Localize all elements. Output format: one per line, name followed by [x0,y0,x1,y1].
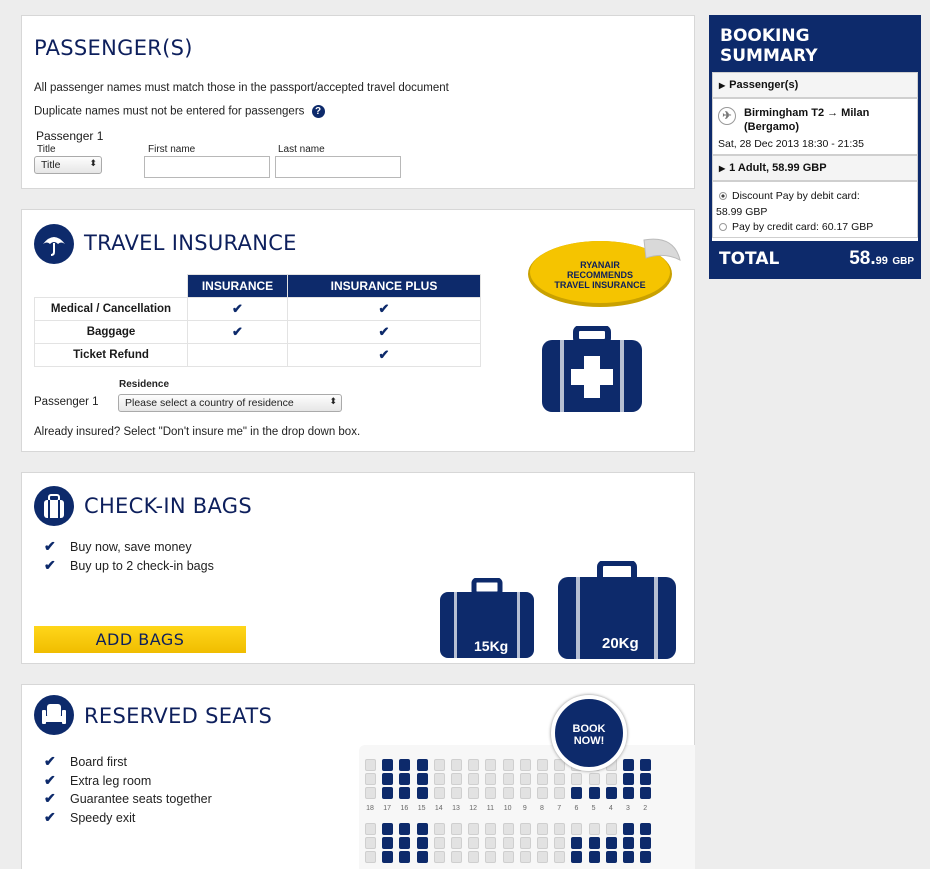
seat[interactable] [623,837,634,849]
passengers-toggle[interactable] [712,72,918,98]
seat[interactable] [485,759,496,771]
debit-label: Discount Pay by debit card: [732,190,860,202]
triangle-right-icon: ▶ [719,164,726,173]
list-item [44,809,212,828]
title-select[interactable] [34,156,102,174]
booking-summary-title: BOOKING SUMMARY [720,26,818,66]
seat[interactable] [434,773,445,785]
seat[interactable] [589,837,600,849]
seat[interactable] [503,823,514,835]
first-name-field[interactable] [144,156,270,178]
row-number: 11 [486,805,495,812]
seat[interactable] [485,837,496,849]
insurance-row-label: Ticket Refund [35,344,188,367]
bullet-text: Buy now, save money [70,540,192,554]
row-number: 2 [643,805,648,812]
flight-date: Sat, 28 Dec 2013 18:30 - 21:35 [718,138,864,150]
flight-route-2: (Bergamo) [744,121,800,133]
seat[interactable] [589,851,600,863]
seat[interactable] [434,823,445,835]
seat[interactable] [520,851,531,863]
seat[interactable] [554,823,565,835]
row-number: 18 [366,805,374,812]
radio-debit[interactable] [719,192,727,200]
insurance-title: TRAVEL INSURANCE [84,231,297,255]
seat[interactable] [571,787,582,799]
seat[interactable] [520,823,531,835]
seat[interactable] [434,787,445,799]
seat[interactable] [485,787,496,799]
seat[interactable] [606,823,617,835]
seat[interactable] [554,851,565,863]
seat[interactable] [417,851,428,863]
bullet-text: Board first [70,755,127,769]
seat[interactable] [417,837,428,849]
table-row [35,298,481,321]
row-numbers [359,805,659,817]
seat[interactable] [537,837,548,849]
seat[interactable] [451,773,462,785]
booking-summary-box [709,15,921,279]
list-item [44,538,214,557]
seat[interactable] [589,787,600,799]
insurance-row-label: Medical / Cancellation [35,298,188,321]
seat[interactable] [399,823,410,835]
row-number: 14 [434,805,443,812]
check-icon: ✔ [288,298,481,321]
seat[interactable] [382,851,393,863]
seat[interactable] [399,851,410,863]
seat[interactable] [451,851,462,863]
seat[interactable] [503,837,514,849]
payment-option-debit[interactable] [719,190,860,202]
seat[interactable] [640,773,651,785]
first-name-label: First name [148,144,196,155]
row-number: 5 [591,805,596,812]
select-arrow-icon: ⬍ [329,396,337,406]
book-now-line-1: BOOK [572,723,606,735]
seat[interactable] [382,759,393,771]
seat[interactable] [537,823,548,835]
seat[interactable] [382,823,393,835]
check-icon: ✔ [288,344,481,367]
list-item [44,557,214,576]
row-number: 16 [400,805,409,812]
seat[interactable] [485,851,496,863]
total-currency: GBP [892,256,914,267]
seat[interactable] [589,823,600,835]
suitcase-icon [34,486,74,526]
seat[interactable] [365,787,376,799]
row-number: 9 [522,805,527,812]
flight-route: Birmingham T2 → Milan [744,107,870,119]
seat[interactable] [640,823,651,835]
seat[interactable] [606,837,617,849]
seat[interactable] [537,773,548,785]
seat[interactable] [451,823,462,835]
check-icon: ✔ [44,790,56,806]
seat[interactable] [468,787,479,799]
list-item [44,753,212,772]
table-row [35,321,481,344]
passenger-num: 1 [96,129,104,143]
seat[interactable] [503,759,514,771]
seat[interactable] [434,851,445,863]
check-icon: ✔ [288,321,481,344]
insurance-table-corner [35,275,188,298]
seat[interactable] [503,773,514,785]
seat[interactable] [434,759,445,771]
bag-15kg [438,578,536,660]
seat[interactable] [623,787,634,799]
bullet-text: Buy up to 2 check-in bags [70,558,214,573]
seat[interactable] [571,773,582,785]
seat[interactable] [623,773,634,785]
seat[interactable] [520,787,531,799]
adult-toggle[interactable] [712,155,918,181]
sticker-line-3: TRAVEL INSURANCE [554,280,646,290]
seat[interactable] [623,851,634,863]
bullet-text: Speedy exit [70,810,136,825]
seat[interactable] [623,823,634,835]
seat[interactable] [554,787,565,799]
sticker-line-1: RYANAIR [580,260,620,270]
seat[interactable] [571,823,582,835]
check-icon: ✔ [44,538,56,554]
passenger-number-label [36,129,103,143]
bag-20kg [556,561,678,661]
seat[interactable] [537,851,548,863]
seat[interactable] [468,851,479,863]
passengers-title: PASSENGER(S) [34,36,193,60]
table-row [35,344,481,367]
seat[interactable] [365,759,376,771]
check-icon: ✔ [44,808,56,825]
residence-passenger-label: Passenger 1 [34,396,99,408]
seat[interactable] [468,823,479,835]
adult-price: 1 Adult, 58.99 GBP [729,162,827,174]
total-bar [712,238,918,276]
plane-icon: ✈ [718,107,736,125]
insurance-plus-col-header: INSURANCE PLUS [288,275,481,298]
question-circle-icon[interactable]: ? [312,105,325,118]
row-number: 12 [469,805,478,812]
last-name-field[interactable] [275,156,401,178]
insurance-row-label: Baggage [35,321,188,344]
seat[interactable] [399,837,410,849]
seat[interactable] [434,837,445,849]
triangle-right-icon: ▶ [719,81,726,90]
seats-title: RESERVED SEATS [84,704,273,728]
insurance-col-header: INSURANCE [188,275,288,298]
seat[interactable] [520,837,531,849]
seat[interactable] [382,773,393,785]
flight-details [712,98,918,155]
seats-panel [21,684,695,869]
list-item [44,772,212,791]
bullet-text: Guarantee seats together [70,792,212,806]
bags-title: CHECK-IN BAGS [84,494,253,518]
seat[interactable] [365,773,376,785]
seat-icon [34,695,74,735]
row-number: 15 [417,805,426,812]
seat[interactable] [365,823,376,835]
seat[interactable] [399,787,410,799]
seat[interactable] [468,773,479,785]
payment-options [712,181,918,238]
seat-map[interactable] [359,745,695,869]
seat[interactable] [485,823,496,835]
check-icon: ✔ [188,298,288,321]
seat[interactable] [417,787,428,799]
bullet-text: Extra leg room [70,773,152,788]
passengers-note-1: All passenger names must match those in the passport/accepted travel document [34,82,449,94]
bags-panel [21,472,695,664]
list-item [44,790,212,809]
seat[interactable] [520,773,531,785]
seat[interactable] [365,851,376,863]
sticker-line-2: RECOMMENDS [566,270,633,280]
last-name-label: Last name [278,144,325,155]
row-number: 17 [383,805,392,812]
seat[interactable] [606,773,617,785]
seat[interactable] [503,787,514,799]
sticker-text [538,260,662,290]
row-number: 4 [608,805,613,812]
book-now-line-2: NOW! [573,735,605,747]
first-aid-case-icon [540,326,644,416]
seat[interactable] [451,787,462,799]
seat[interactable] [399,759,410,771]
total-amount [849,248,914,270]
umbrella-icon [34,224,74,264]
residence-label: Residence [119,379,170,390]
bag-20kg-label: 20Kg [602,635,639,652]
seat[interactable] [623,759,634,771]
check-icon: ✔ [44,771,56,788]
insurance-table-header [35,275,481,298]
radio-credit[interactable] [719,223,727,231]
seat[interactable] [554,837,565,849]
debit-price: 58.99 GBP [716,206,768,218]
seat[interactable] [451,759,462,771]
book-now-badge[interactable] [551,695,627,771]
seat[interactable] [399,773,410,785]
payment-option-credit[interactable] [719,221,873,233]
recommends-sticker [524,230,684,310]
total-main: 58. [849,248,876,269]
residence-select[interactable] [118,394,342,412]
passengers-note-2-text: Duplicate names must not be entered for passengers [34,105,305,118]
seat[interactable] [485,773,496,785]
title-label: Title [37,144,56,155]
seat[interactable] [640,837,651,849]
residence-select-value: Please select a country of residence [125,397,294,409]
select-arrow-icon: ⬍ [89,158,97,168]
add-bags-button[interactable]: ADD BAGS [34,626,246,653]
seat[interactable] [537,787,548,799]
insurance-panel [21,209,695,452]
seat[interactable] [640,787,651,799]
seat[interactable] [365,837,376,849]
seat[interactable] [503,851,514,863]
bags-bullets [44,538,214,575]
row-number: 8 [540,805,544,812]
check-icon: ✔ [44,753,56,769]
seat[interactable] [640,851,651,863]
seat[interactable] [417,773,428,785]
check-icon: ✔ [188,321,288,344]
seat[interactable] [417,759,428,771]
seat[interactable] [589,773,600,785]
title-select-value: Title [41,159,61,171]
seat[interactable] [520,759,531,771]
seats-bullets [44,753,212,827]
row-number: 7 [557,805,562,812]
row-number: 3 [626,805,630,812]
seat[interactable] [606,787,617,799]
row-number: 10 [503,805,512,812]
seat[interactable] [382,837,393,849]
passengers-panel [21,15,695,189]
seat[interactable] [468,837,479,849]
seat[interactable] [451,837,462,849]
seat[interactable] [640,759,651,771]
passengers-toggle-label: Passenger(s) [729,79,799,91]
row-number: 6 [574,805,579,812]
passenger-label: Passenger [36,129,94,143]
check-icon: ✔ [44,556,56,573]
seat[interactable] [468,759,479,771]
already-insured-note: Already insured? Select "Don't insure me" in the drop down box. [34,426,361,438]
row-number: 13 [452,805,460,812]
insurance-table [34,274,481,367]
total-cents: 99 [875,255,888,267]
seat[interactable] [537,759,548,771]
credit-label: Pay by credit card: 60.17 GBP [732,221,874,233]
seat[interactable] [571,851,582,863]
seat[interactable] [554,773,565,785]
passengers-note-2 [34,105,325,118]
seat[interactable] [382,787,393,799]
seat[interactable] [606,851,617,863]
bag-15kg-label: 15Kg [474,638,509,654]
check-icon [188,344,288,367]
seat[interactable] [571,837,582,849]
seat[interactable] [417,823,428,835]
total-label: TOTAL [719,249,780,269]
booking-summary [709,15,921,279]
